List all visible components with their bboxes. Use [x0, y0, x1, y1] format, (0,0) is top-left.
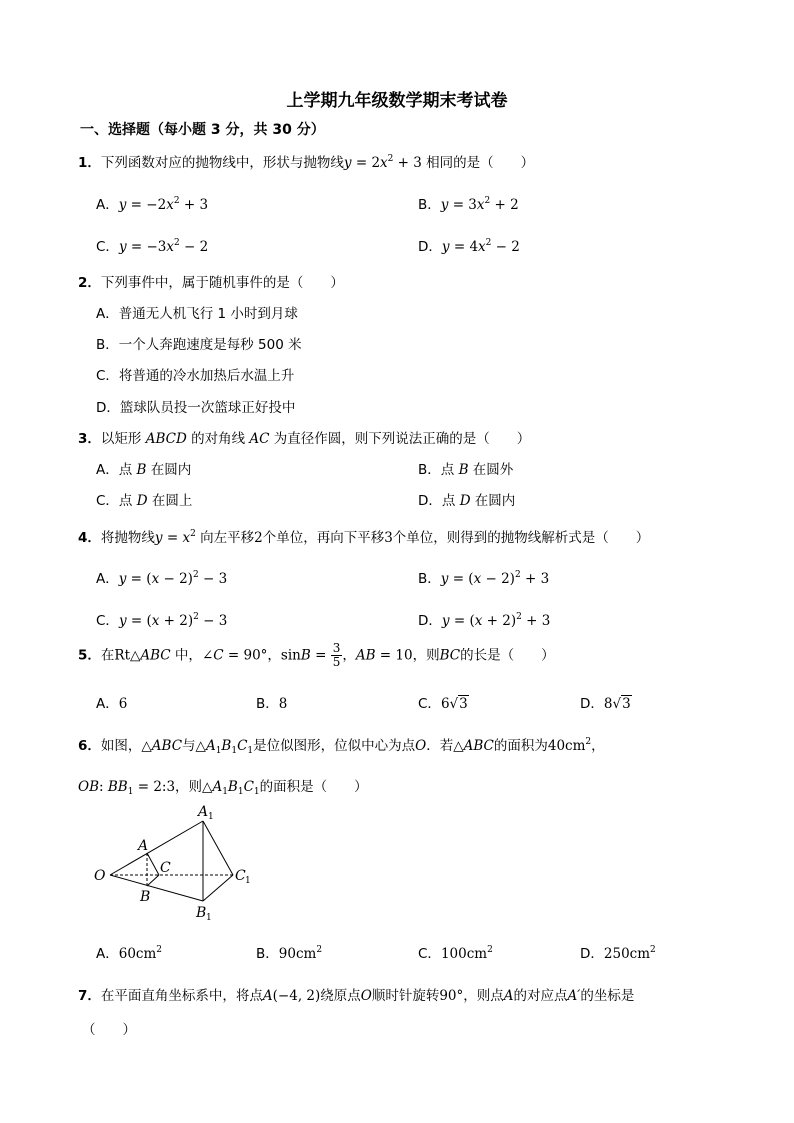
question-2-stem: 2．下列事件中，属于随机事件的是（ ）: [78, 275, 344, 291]
question-3-stem: 3．以矩形 ABCD 的对角线 AC 为直径作圆，则下列说法正确的是（ ）: [78, 431, 531, 447]
label-c1: C: [235, 868, 246, 884]
question-2-option-b[interactable]: B．一个人奔跑速度是每秒 500 米: [96, 337, 302, 353]
question-1-stem: 1．下列函数对应的抛物线中，形状与抛物线$y = 2x^2 + 3$ 相同的是（ ）: [78, 154, 535, 171]
question-1-option-d[interactable]: D．$y = 4x^2 - 2$: [418, 238, 520, 255]
question-2-option-c[interactable]: C．将普通的冷水加热后水温上升: [96, 368, 295, 384]
question-7-stem: 7．在平面直角坐标系中，将点A(−4, 2)绕原点O顺时针旋转90°，则点A的对应点A′的坐标是: [78, 988, 635, 1004]
question-6-option-d[interactable]: D．$250cm^2$: [580, 945, 656, 962]
question-3-option-b[interactable]: B．点 B 在圆外: [418, 462, 514, 478]
question-3-option-c[interactable]: C．点 D 在圆上: [96, 493, 193, 509]
question-1-option-b[interactable]: B．$y = 3x^2 + 2$: [418, 196, 519, 213]
question-5-stem: 5．在Rt△ABC 中，∠C = 90°，sinB = $\frac{3}{5}$ ，AB = 10，则BC的长是（ ）: [78, 641, 555, 669]
label-a1: A: [198, 804, 209, 820]
ray-o-a1: [110, 821, 203, 875]
page-title: 上学期九年级数学期末考试卷: [286, 91, 508, 111]
question-2-option-d[interactable]: D．篮球队员投一次篮球正好投中: [96, 400, 296, 416]
label-c1-sub: 1: [245, 876, 251, 886]
question-5-option-c[interactable]: C．6√3: [418, 696, 468, 712]
label-b1: B: [196, 905, 207, 921]
question-6-option-b[interactable]: B．$90cm^2$: [256, 945, 323, 962]
question-4-option-b[interactable]: B．$y = (x - 2)^2 + 3$: [418, 570, 550, 587]
label-b: B: [140, 889, 151, 905]
question-7-answer-blank: （ ）: [82, 1022, 136, 1038]
segment-b1c1: [203, 875, 233, 901]
question-1-option-c[interactable]: C．$y = -3x^2 - 2$: [96, 238, 209, 255]
label-a1-sub: 1: [208, 812, 214, 822]
ray-o-b1: [110, 875, 203, 901]
homothety-figure: [90, 800, 270, 930]
question-3-option-d[interactable]: D．点 D 在圆内: [418, 493, 516, 509]
segment-bc: [147, 875, 159, 886]
label-c: C: [160, 860, 171, 876]
section-heading: 一、选择题（每小题 3 分，共 30 分）: [80, 122, 325, 138]
question-5-option-b[interactable]: B．8: [256, 696, 288, 712]
question-3-option-a[interactable]: A．点 B 在圆内: [96, 462, 192, 478]
segment-a1c1: [203, 821, 233, 875]
question-6-stem-line2: OB: $BB_1$ = 2:3，则$\triangle A_1B_1C_1$的面积是（ ）: [78, 779, 368, 797]
question-4-option-d[interactable]: D．$y = (x + 2)^2 + 3$: [418, 612, 551, 629]
segment-ac: [147, 853, 159, 875]
question-2-option-a[interactable]: A．普通无人机飞行 1 小时到月球: [96, 306, 298, 322]
label-a: A: [138, 838, 149, 854]
question-6-stem-line1: 6．如图，△ABC与$\triangle A_1B_1C_1$是位似图形，位似中心为点O．若△ABC的面积为$40cm^2$，: [78, 737, 605, 756]
question-6-option-a[interactable]: A．$60cm^2$: [96, 945, 163, 962]
label-b1-sub: 1: [206, 913, 212, 923]
question-6-option-c[interactable]: C．$100cm^2$: [418, 945, 493, 962]
question-4-option-c[interactable]: C．$y = (x + 2)^2 - 3$: [96, 612, 228, 629]
question-5-option-d[interactable]: D．8√3: [580, 696, 631, 712]
label-o: O: [94, 868, 106, 884]
question-4-option-a[interactable]: A．$y = (x - 2)^2 - 3$: [96, 570, 228, 587]
question-5-option-a[interactable]: A．6: [96, 696, 128, 712]
question-1-option-a[interactable]: A．$y = -2x^2 + 3$: [96, 196, 209, 213]
question-4-stem: 4．将抛物线$y = x^2$ 向左平移2个单位，再向下平移3个单位，则得到的抛物线解析式是（ ）: [78, 529, 650, 546]
